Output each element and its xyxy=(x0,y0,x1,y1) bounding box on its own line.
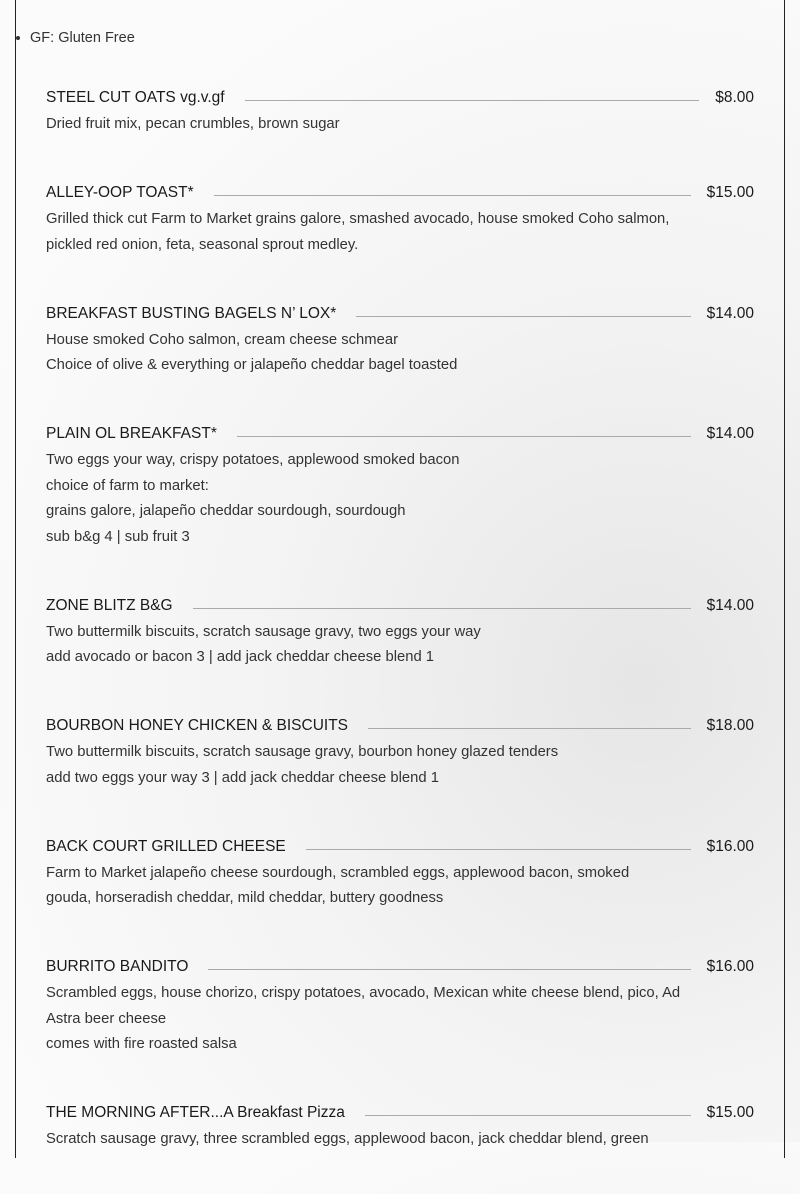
menu-item xyxy=(46,420,754,550)
dotted-leader-divider xyxy=(237,436,691,437)
menu-item-price: $8.00 xyxy=(715,89,754,106)
menu-item-description: choice of farm to market: xyxy=(46,477,209,494)
menu-item-description: Two buttermilk biscuits, scratch sausage gravy, two eggs your way xyxy=(46,623,481,640)
menu-item-header xyxy=(46,179,754,207)
bullet-icon xyxy=(16,36,20,40)
menu-item-description: Two eggs your way, crispy potatoes, applewood smoked bacon xyxy=(46,452,460,468)
menu-item-price: $15.00 xyxy=(706,184,754,201)
menu-item xyxy=(46,712,754,791)
menu-item-description: gouda, horseradish cheddar, mild cheddar, buttery goodness xyxy=(46,890,444,906)
menu-item-description: add two eggs your way 3 | add jack cheddar cheese blend 1 xyxy=(46,769,439,786)
dotted-leader-divider xyxy=(356,316,690,317)
menu-item-name: ZONE BLITZ B&G xyxy=(46,596,173,614)
menu-item-header xyxy=(46,592,754,620)
menu-item-price: $15.00 xyxy=(706,1104,754,1121)
menu-item-price: $14.00 xyxy=(706,596,754,614)
dotted-leader-divider xyxy=(365,1115,691,1116)
menu-item-header xyxy=(46,712,754,740)
menu-item-description: Farm to Market jalapeño cheese sourdough, scrambled eggs, applewood bacon, smoked xyxy=(46,864,630,881)
menu-item-description: sub b&g 4 | sub fruit 3 xyxy=(46,528,190,545)
menu-item xyxy=(46,179,754,258)
menu-item-header xyxy=(46,420,754,448)
menu-item-header xyxy=(46,1099,754,1127)
menu-item xyxy=(46,833,754,912)
menu-item-description: Choice of olive & everything or jalapeño cheddar bagel toasted xyxy=(46,357,458,373)
menu-item-name: BURRITO BANDITO xyxy=(46,958,189,975)
menu-item-description: House smoked Coho salmon, cream cheese schmear xyxy=(46,331,398,348)
menu-item-header xyxy=(46,300,754,328)
dotted-leader-divider xyxy=(214,195,691,196)
menu-item-price: $16.00 xyxy=(706,837,754,855)
dotted-leader-divider xyxy=(368,728,691,729)
menu-item-name: THE MORNING AFTER...A Breakfast Pizza xyxy=(46,1104,345,1121)
menu-item-header xyxy=(46,84,754,112)
dotted-leader-divider xyxy=(306,849,691,850)
menu-item-price: $18.00 xyxy=(706,717,754,734)
legend-text: GF: Gluten Free xyxy=(30,30,135,46)
menu-items xyxy=(46,84,754,1194)
menu-item-description: Astra beer cheese xyxy=(46,1010,167,1027)
menu-item-price: $14.00 xyxy=(706,425,754,442)
dotted-leader-divider xyxy=(193,608,691,609)
menu-item xyxy=(46,953,754,1058)
legend-item xyxy=(15,30,135,46)
menu-item-name: PLAIN OL BREAKFAST* xyxy=(46,425,217,442)
dotted-leader-divider xyxy=(208,969,690,970)
menu-item-description: Scrambled eggs, house chorizo, crispy potatoes, avocado, Mexican white cheese blend, pico, Ad xyxy=(46,985,681,1001)
menu-item-description: Scratch sausage gravy, three scrambled eggs, applewood bacon, jack cheddar blend, green xyxy=(46,1131,649,1147)
menu-item xyxy=(46,592,754,671)
menu-item-name: BREAKFAST BUSTING BAGELS N’ LOX* xyxy=(46,304,337,322)
menu-item-name: BOURBON HONEY CHICKEN & BISCUITS xyxy=(46,717,349,734)
menu-item-price: $14.00 xyxy=(706,304,754,322)
menu-item-price: $16.00 xyxy=(706,958,754,975)
menu-item xyxy=(46,84,754,138)
menu-item-name: ALLEY-OOP TOAST* xyxy=(46,184,194,201)
menu-item-description: comes with fire roasted salsa xyxy=(46,1036,237,1052)
menu-item-name: BACK COURT GRILLED CHEESE xyxy=(46,837,286,855)
menu-item-description: Two buttermilk biscuits, scratch sausage gravy, bourbon honey glazed tenders xyxy=(46,744,559,760)
menu-item xyxy=(46,300,754,379)
menu-item-description: grains galore, jalapeño cheddar sourdough, sourdough xyxy=(46,503,406,519)
dotted-leader-divider xyxy=(245,100,700,101)
menu-item-description: add avocado or bacon 3 | add jack cheddar cheese blend 1 xyxy=(46,649,435,665)
menu-item xyxy=(46,1099,754,1153)
menu-item-description: Grilled thick cut Farm to Market grains galore, smashed avocado, house smoked Coho salmon, xyxy=(46,211,670,227)
menu-item-header xyxy=(46,953,754,981)
menu-item-name: STEEL CUT OATS vg.v.gf xyxy=(46,89,225,106)
menu-item-description: Dried fruit mix, pecan crumbles, brown sugar xyxy=(46,116,340,132)
menu-item-description: pickled red onion, feta, seasonal sprout medley. xyxy=(46,236,359,253)
menu-item-header xyxy=(46,833,754,861)
